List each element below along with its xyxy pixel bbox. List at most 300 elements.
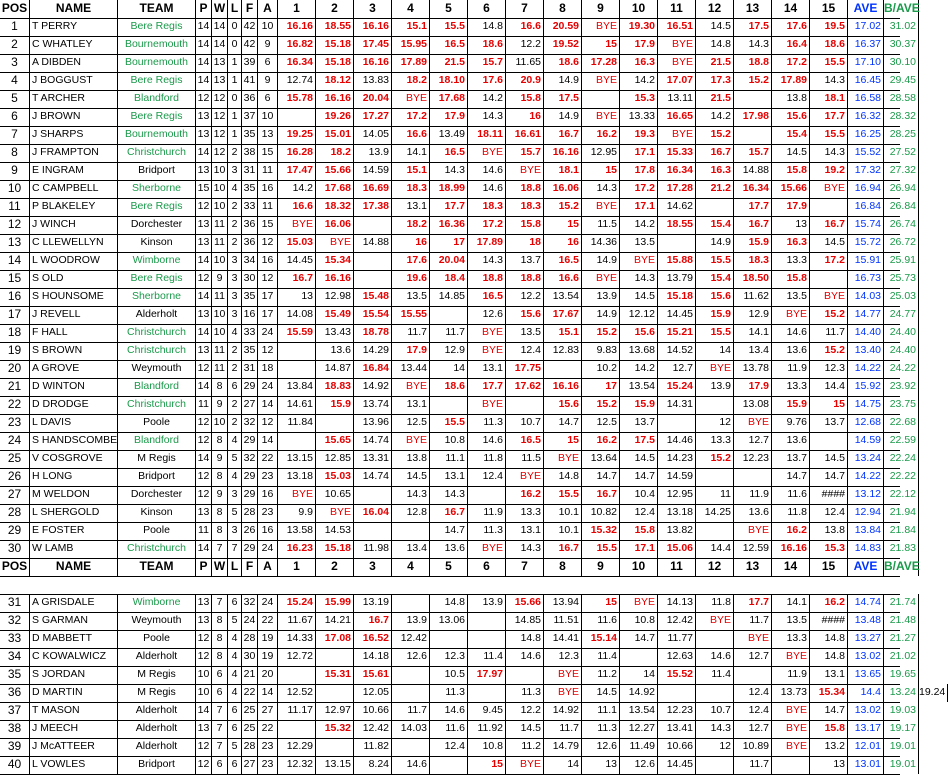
cell: 14.3 (430, 486, 468, 504)
cell: 12.3 (810, 360, 848, 378)
cell: 13.96 (354, 414, 392, 432)
cell: 14.3 (468, 252, 506, 270)
cell: 12 (196, 756, 212, 774)
cell: 10 (212, 180, 228, 198)
header-2: TEAM (118, 0, 196, 18)
cell: 13.33 (620, 108, 658, 126)
cell: Christchurch (118, 540, 196, 558)
cell: BYE (316, 234, 354, 252)
cell: 13.15 (278, 450, 316, 468)
cell (278, 666, 316, 684)
cell: BYE (392, 90, 430, 108)
cell (810, 270, 848, 288)
cell: 13.5 (392, 288, 430, 306)
cell: 8 (0, 144, 30, 162)
cell: 11.4 (468, 648, 506, 666)
cell: 13.44 (392, 360, 430, 378)
cell: 14.3 (620, 270, 658, 288)
cell (354, 522, 392, 540)
cell: 2 (228, 234, 242, 252)
cell: 15.5 (582, 540, 620, 558)
cell: 14.3 (582, 180, 620, 198)
cell: 29 (0, 522, 30, 540)
cell: 1 (228, 54, 242, 72)
cell: 36 (242, 234, 258, 252)
cell: 17.97 (468, 666, 506, 684)
cell: 18.32 (316, 198, 354, 216)
cell: 14.45 (278, 252, 316, 270)
cell: 14.33 (278, 630, 316, 648)
cell: 12.42 (392, 630, 430, 648)
cell: 18.78 (354, 324, 392, 342)
cell: 14.23 (658, 450, 696, 468)
cell: 29.45 (884, 72, 919, 90)
cell: 11.7 (392, 324, 430, 342)
cell: 18.55 (316, 18, 354, 36)
cell: 12.2 (506, 702, 544, 720)
cell: 0 (228, 36, 242, 54)
cell: 16.25 (848, 126, 884, 144)
cell: 16 (242, 306, 258, 324)
cell: L DAVIS (30, 414, 118, 432)
cell: J BROWN (30, 108, 118, 126)
cell: 32 (0, 612, 30, 630)
table-row (0, 234, 916, 253)
cell: 16.4 (772, 36, 810, 54)
cell: 14.5 (696, 18, 734, 36)
cell: 11.9 (772, 360, 810, 378)
cell: 3 (228, 288, 242, 306)
cell: 16.5 (430, 36, 468, 54)
cell: 22.24 (884, 450, 919, 468)
cell: 13.9 (392, 612, 430, 630)
cell: 12.72 (278, 648, 316, 666)
cell: 16.34 (734, 180, 772, 198)
cell: 11.3 (430, 684, 468, 702)
cell: 14.6 (696, 648, 734, 666)
cell: BYE (734, 414, 772, 432)
cell: 14.88 (734, 162, 772, 180)
cell: 29 (242, 468, 258, 486)
cell: 14 (196, 36, 212, 54)
cell: 9 (0, 162, 30, 180)
table-row (0, 522, 916, 541)
cell: 10 (212, 252, 228, 270)
cell: 17.6 (468, 72, 506, 90)
cell: BYE (506, 468, 544, 486)
cell: 15.6 (772, 108, 810, 126)
cell: 7 (212, 720, 228, 738)
table-row (0, 612, 916, 631)
cell: 14.9 (544, 108, 582, 126)
cell: 19.01 (884, 756, 919, 774)
cell: 9.45 (468, 702, 506, 720)
cell: 14.62 (658, 198, 696, 216)
cell: 8.24 (354, 756, 392, 774)
cell: 13 (196, 126, 212, 144)
cell: 15.34 (810, 684, 848, 702)
cell: 8 (212, 522, 228, 540)
header-13: 6 (468, 558, 506, 576)
cell: 14 (620, 666, 658, 684)
cell (772, 756, 810, 774)
cell: 15.5 (810, 126, 848, 144)
cell (392, 666, 430, 684)
cell: 17.5 (734, 18, 772, 36)
cell (544, 360, 582, 378)
cell: 14.77 (848, 306, 884, 324)
cell: 27 (0, 486, 30, 504)
cell: 22.22 (884, 468, 919, 486)
cell: 1 (228, 108, 242, 126)
cell: 11.17 (278, 702, 316, 720)
cell: 6 (0, 108, 30, 126)
cell: Alderholt (118, 306, 196, 324)
cell: 15.74 (848, 216, 884, 234)
cell: 28.58 (884, 90, 919, 108)
cell: #### (810, 486, 848, 504)
header-7: A (258, 0, 278, 18)
cell: 13 (258, 126, 278, 144)
cell: 12.4 (430, 738, 468, 756)
cell: 17.98 (734, 108, 772, 126)
cell: 15.24 (278, 594, 316, 612)
cell: 30 (0, 540, 30, 558)
cell: BYE (810, 180, 848, 198)
cell: 3 (228, 306, 242, 324)
cell: 14.45 (658, 306, 696, 324)
cell: 17.7 (734, 594, 772, 612)
cell: 14.59 (658, 468, 696, 486)
cell: 12.52 (278, 684, 316, 702)
cell: 13.64 (582, 450, 620, 468)
cell: BYE (734, 522, 772, 540)
header-15: 8 (544, 0, 582, 18)
cell: 14.7 (810, 468, 848, 486)
cell: 17.75 (506, 360, 544, 378)
cell: BYE (506, 162, 544, 180)
cell: 17.9 (772, 198, 810, 216)
cell: 12.29 (278, 738, 316, 756)
cell: 15.5 (696, 324, 734, 342)
cell: 6 (228, 720, 242, 738)
cell: 11.2 (506, 738, 544, 756)
cell: 14.7 (772, 468, 810, 486)
cell: 15 (258, 216, 278, 234)
cell: 17.1 (620, 144, 658, 162)
cell: 17.32 (848, 162, 884, 180)
cell: 25.03 (884, 288, 919, 306)
cell: A GROVE (30, 360, 118, 378)
cell: 14.2 (620, 72, 658, 90)
cell: 15.66 (506, 594, 544, 612)
cell (506, 666, 544, 684)
cell (658, 684, 696, 702)
cell: 8 (212, 432, 228, 450)
cell: 21.2 (696, 180, 734, 198)
cell (696, 198, 734, 216)
cell: 12.05 (354, 684, 392, 702)
cell: 13.02 (848, 702, 884, 720)
cell: 14 (430, 360, 468, 378)
cell: 11.7 (810, 324, 848, 342)
cell: 15.03 (278, 234, 316, 252)
cell: 23 (0, 414, 30, 432)
cell: 17.89 (468, 234, 506, 252)
cell: 12.5 (392, 414, 430, 432)
cell: 16.69 (354, 180, 392, 198)
cell: 15.66 (316, 162, 354, 180)
cell: 12.4 (506, 342, 544, 360)
cell: 19.52 (544, 36, 582, 54)
cell: 13.1 (810, 666, 848, 684)
cell: 13.54 (620, 378, 658, 396)
cell: 14 (258, 684, 278, 702)
table-row (0, 450, 916, 469)
cell: Sherborne (118, 288, 196, 306)
cell: 18.8 (468, 270, 506, 288)
header-11: 4 (392, 0, 430, 18)
cell: 14 (196, 378, 212, 396)
cell: 16.2 (772, 522, 810, 540)
cell: 30.10 (884, 54, 919, 72)
cell: 16.16 (544, 144, 582, 162)
header-3: P (196, 0, 212, 18)
cell: 13.3 (772, 630, 810, 648)
cell: 26.72 (884, 234, 919, 252)
cell: 13.54 (620, 702, 658, 720)
header-11: 4 (392, 558, 430, 576)
cell: BYE (468, 540, 506, 558)
cell: 13.40 (848, 342, 884, 360)
cell: 10 (258, 18, 278, 36)
cell: 15.24 (658, 378, 696, 396)
cell: 23 (258, 504, 278, 522)
cell: 11.6 (582, 612, 620, 630)
cell: 24.77 (884, 306, 919, 324)
cell: 19.30 (620, 18, 658, 36)
cell: 14.52 (658, 342, 696, 360)
cell: BYE (582, 198, 620, 216)
cell: J REVELL (30, 306, 118, 324)
header-17: 10 (620, 558, 658, 576)
cell: BYE (658, 36, 696, 54)
header-8: 1 (278, 0, 316, 18)
cell: 8 (212, 504, 228, 522)
cell (468, 612, 506, 630)
cell: 15.18 (316, 54, 354, 72)
cell: 11.4 (696, 666, 734, 684)
cell: 14.1 (392, 144, 430, 162)
cell: 35 (242, 180, 258, 198)
cell: 24 (258, 378, 278, 396)
cell: 13.2 (810, 738, 848, 756)
cell: 23 (258, 738, 278, 756)
header-23: AVE (848, 558, 884, 576)
cell: 14.3 (468, 108, 506, 126)
cell: 15.4 (772, 126, 810, 144)
cell: Alderholt (118, 720, 196, 738)
header-17: 10 (620, 0, 658, 18)
cell: BYE (316, 504, 354, 522)
cell: 20.04 (430, 252, 468, 270)
cell: 22.59 (884, 432, 919, 450)
table-row (0, 702, 916, 721)
cell: 14.8 (696, 36, 734, 54)
cell: 13.43 (316, 324, 354, 342)
cell: 26 (242, 522, 258, 540)
header-6: F (242, 0, 258, 18)
cell: 29 (242, 486, 258, 504)
cell: 14.36 (582, 234, 620, 252)
cell: 20.9 (506, 72, 544, 90)
cell: 39 (0, 738, 30, 756)
cell: 11.7 (544, 720, 582, 738)
header-21: 14 (772, 0, 810, 18)
cell: 39 (242, 54, 258, 72)
cell: 15.34 (316, 252, 354, 270)
cell: 31.02 (884, 18, 919, 36)
cell: 12 (196, 738, 212, 756)
table-row (0, 504, 916, 523)
cell (354, 216, 392, 234)
cell: 15 (468, 756, 506, 774)
cell: 26.94 (884, 180, 919, 198)
header-12: 5 (430, 0, 468, 18)
cell: 16.3 (696, 162, 734, 180)
cell: 4 (228, 324, 242, 342)
cell: 16.7 (354, 612, 392, 630)
cell: 12.68 (848, 414, 884, 432)
cell: 13 (196, 594, 212, 612)
cell: 15.18 (316, 36, 354, 54)
cell: 16.16 (316, 270, 354, 288)
cell: 15.6 (544, 396, 582, 414)
cell: 13.41 (658, 720, 696, 738)
cell: 11.3 (468, 414, 506, 432)
cell: 10 (258, 108, 278, 126)
cell: J BOGGUST (30, 72, 118, 90)
cell: 13.94 (544, 594, 582, 612)
header-9: 2 (316, 0, 354, 18)
cell: 19.6 (392, 270, 430, 288)
cell: 30.37 (884, 36, 919, 54)
cell: 11.92 (468, 720, 506, 738)
cell: 12 (696, 414, 734, 432)
cell: 16.06 (316, 216, 354, 234)
cell: 9 (258, 72, 278, 90)
cell: 15.9 (316, 396, 354, 414)
cell: 14 (196, 252, 212, 270)
cell: 15.88 (658, 252, 696, 270)
cell: 15.55 (392, 306, 430, 324)
cell: 35 (242, 288, 258, 306)
cell: BYE (392, 432, 430, 450)
cell: 15 (544, 216, 582, 234)
cell: 15.1 (544, 324, 582, 342)
cell: 18 (258, 360, 278, 378)
cell: 18.2 (392, 72, 430, 90)
cell: 16.5 (468, 288, 506, 306)
cell: 17.9 (430, 108, 468, 126)
cell: 17.9 (620, 36, 658, 54)
cell: 27.52 (884, 144, 919, 162)
cell: 16.2 (582, 432, 620, 450)
cell: 21.5 (430, 54, 468, 72)
cell: 15.66 (772, 180, 810, 198)
cell (658, 234, 696, 252)
cell (810, 432, 848, 450)
cell: 25.91 (884, 252, 919, 270)
cell (734, 666, 772, 684)
cell: 35 (0, 666, 30, 684)
cell: 13.12 (848, 486, 884, 504)
cell: 13.3 (772, 252, 810, 270)
cell: 10.66 (658, 738, 696, 756)
header-12: 5 (430, 558, 468, 576)
cell: 33 (0, 630, 30, 648)
cell: 12 (196, 90, 212, 108)
cell: 15.9 (772, 396, 810, 414)
header-13: 6 (468, 0, 506, 18)
cell: 13.3 (696, 432, 734, 450)
cell: 11.2 (582, 666, 620, 684)
cell: 16.5 (506, 432, 544, 450)
cell: Kinson (118, 504, 196, 522)
cell: 10.8 (620, 612, 658, 630)
cell: 16.7 (544, 126, 582, 144)
cell: 11.7 (392, 702, 430, 720)
cell: BYE (620, 594, 658, 612)
cell: 16.84 (354, 360, 392, 378)
cell: 11.62 (734, 288, 772, 306)
cell: 13.73 (772, 684, 810, 702)
cell: 15.31 (316, 666, 354, 684)
cell: 17.5 (620, 432, 658, 450)
cell (316, 648, 354, 666)
cell: 13.7 (810, 414, 848, 432)
cell (316, 738, 354, 756)
cell: 11.8 (696, 594, 734, 612)
cell: 3 (228, 252, 242, 270)
cell: 16.16 (316, 90, 354, 108)
cell: 14 (196, 144, 212, 162)
cell: 14.85 (430, 288, 468, 306)
cell: 12.2 (506, 36, 544, 54)
cell: 11 (258, 198, 278, 216)
cell: J FRAMPTON (30, 144, 118, 162)
cell: 18.3 (468, 198, 506, 216)
cell: 11.1 (582, 702, 620, 720)
cell: 11 (212, 216, 228, 234)
cell: 12.27 (620, 720, 658, 738)
header-2: TEAM (118, 558, 196, 576)
cell: 26.84 (884, 198, 919, 216)
cell: S GARMAN (30, 612, 118, 630)
cell: 13.6 (430, 540, 468, 558)
cell: 14.6 (468, 432, 506, 450)
cell: 14.59 (848, 432, 884, 450)
cell: 11.8 (772, 504, 810, 522)
cell: 18.2 (392, 216, 430, 234)
cell: 13.84 (848, 522, 884, 540)
header-8: 1 (278, 558, 316, 576)
cell: 15.48 (354, 288, 392, 306)
cell: 21 (242, 666, 258, 684)
cell: 14.79 (544, 738, 582, 756)
cell: 14.92 (354, 378, 392, 396)
cell: E INGRAM (30, 162, 118, 180)
